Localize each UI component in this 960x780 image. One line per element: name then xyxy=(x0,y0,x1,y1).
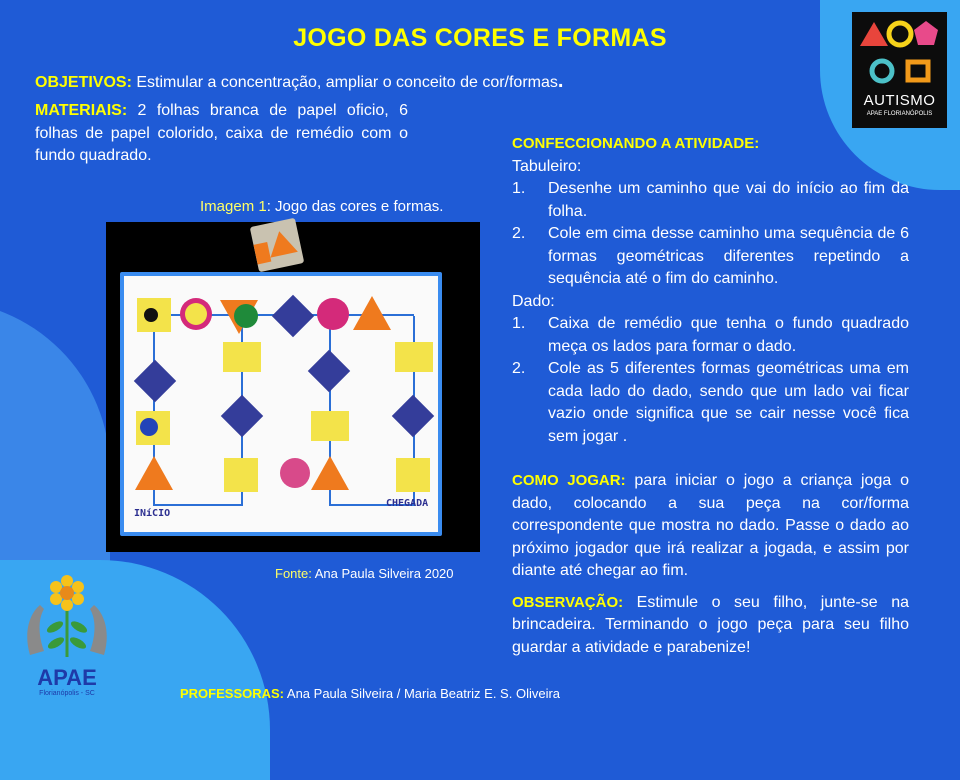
list-number: 1. xyxy=(512,315,526,332)
professoras-label: PROFESSORAS: xyxy=(180,686,285,701)
list-text: Caixa de remédio que tenha o fundo quadrado meça os lados para formar o dado. xyxy=(548,315,909,355)
page-title: JOGO DAS CORES E FORMAS xyxy=(293,24,667,52)
yellow-rectangle xyxy=(395,342,433,372)
board-photo xyxy=(106,222,480,552)
list-number: 2. xyxy=(512,360,526,377)
observacao-label: OBSERVAÇÃO: xyxy=(512,593,624,611)
materiais-label: MATERIAIS: xyxy=(35,102,128,119)
list-number: 2. xyxy=(512,225,526,242)
paper-dice xyxy=(250,218,305,273)
objetivos-end: . xyxy=(557,70,564,92)
como-jogar-label: COMO JOGAR: xyxy=(512,472,626,489)
yellow-square xyxy=(396,458,430,492)
list-item xyxy=(512,358,909,448)
como-jogar-paragraph xyxy=(512,470,909,583)
inicio-label: INíCIO xyxy=(134,508,171,519)
observacao-text: Estimule o seu filho, junte-se na brincadeira. Terminando o jogo peça para seu filho guardar a atividade e parabenize! xyxy=(512,593,909,656)
observacao-paragraph xyxy=(512,592,909,660)
blue-piece xyxy=(140,418,158,436)
green-piece xyxy=(234,304,258,328)
yellow-rectangle xyxy=(223,342,261,372)
apae-logo-text: APAE xyxy=(37,665,97,690)
image-source xyxy=(275,566,454,581)
tabuleiro-list xyxy=(512,178,909,291)
professoras-text: Ana Paula Silveira / Maria Beatriz E. S. Oliveira xyxy=(284,686,561,701)
autismo-logo xyxy=(852,12,947,128)
objetivos-label: OBJETIVOS: xyxy=(35,74,132,91)
materiais-paragraph xyxy=(35,100,408,168)
fonte-text: Ana Paula Silveira 2020 xyxy=(311,566,454,581)
caption-label: Imagem 1 xyxy=(200,198,267,215)
yellow-square xyxy=(224,458,258,492)
game-board xyxy=(120,272,442,536)
blue-diamond xyxy=(221,395,263,437)
orange-triangle xyxy=(311,456,349,490)
list-number: 1. xyxy=(512,180,526,197)
chegada-label: CHEGADA xyxy=(386,498,429,509)
blue-diamond xyxy=(392,395,434,437)
professoras-footer xyxy=(180,686,560,701)
fonte-label: Fonte: xyxy=(275,566,312,581)
blue-diamond xyxy=(308,350,350,392)
instructions-column xyxy=(512,133,909,659)
dice-triangle-face xyxy=(265,228,297,257)
autismo-shapes-icon xyxy=(852,12,947,92)
dado-subheading: Dado: xyxy=(512,292,555,310)
image-caption xyxy=(200,198,443,215)
list-text: Desenhe um caminho que vai do início ao fim da folha. xyxy=(548,180,909,220)
list-item xyxy=(512,313,909,358)
yellow-piece xyxy=(185,303,207,325)
path-line xyxy=(154,504,242,506)
list-text: Cole as 5 diferentes formas geométricas uma em cada lado do dado, sendo que um lado vai ficar vazio onde significa que se cair nesse você fica sem jogar . xyxy=(548,360,909,445)
materiais-line2: folhas de papel colorido, caixa de remédio com o xyxy=(35,124,408,142)
autismo-logo-subtext: APAE FLORIANÓPOLIS xyxy=(866,111,933,117)
list-item xyxy=(512,223,909,291)
caption-text: : Jogo das cores e formas. xyxy=(266,198,444,215)
yellow-rectangle xyxy=(311,411,349,441)
blue-diamond xyxy=(134,360,176,402)
apae-logo-subtext: Florianópolis - SC xyxy=(39,690,95,697)
apae-hands-flower-icon xyxy=(10,565,124,665)
pink-circle xyxy=(280,458,310,488)
objetivos-text: Estimular a concentração, ampliar o conceito de cor/formas xyxy=(136,74,558,91)
materiais-line3: fundo quadrado. xyxy=(35,147,152,164)
orange-triangle xyxy=(353,296,391,330)
blue-diamond xyxy=(272,295,314,337)
list-text: Cole em cima desse caminho uma sequência de 6 formas geométricas diferentes repetindo a sequência até o fim do caminho. xyxy=(548,225,909,287)
como-jogar-text: para iniciar o jogo a criança joga o dado, colocando a sua peça na cor/forma correspondente que mostra no dado. Passe o dado ao próximo jogador que irá realizar a jogada, e assim por diante até chegar ao fim. xyxy=(512,472,909,579)
confeccionando-heading: CONFECCIONANDO A ATIVIDADE: xyxy=(512,135,760,152)
objetivos-paragraph xyxy=(35,70,635,95)
black-piece xyxy=(144,308,158,322)
list-item xyxy=(512,178,909,223)
dado-list xyxy=(512,313,909,448)
orange-triangle xyxy=(135,456,173,490)
apae-logo xyxy=(10,565,124,707)
tabuleiro-subheading: Tabuleiro: xyxy=(512,157,582,175)
pink-circle xyxy=(317,298,349,330)
autismo-logo-text: AUTISMO xyxy=(863,92,936,109)
materiais-line1: 2 folhas branca de papel oficio, 6 xyxy=(137,102,408,119)
